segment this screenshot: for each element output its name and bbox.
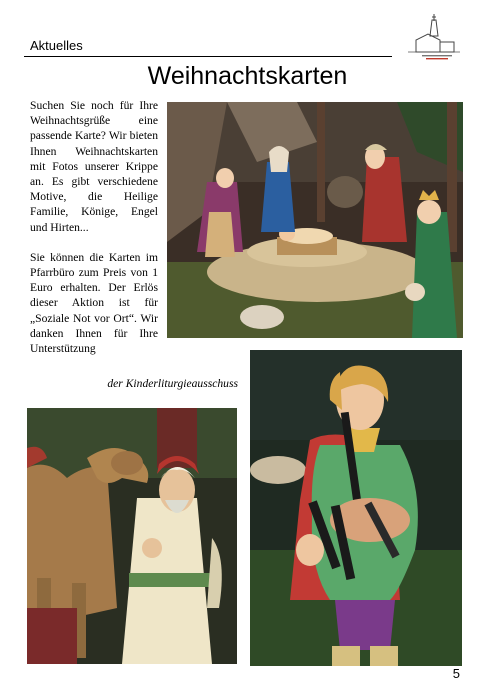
page-number: 5 [452,666,460,681]
article-signature: der Kinderliturgieausschuss [107,377,238,390]
header-rule [24,56,392,57]
camel-and-king-photo [27,408,237,664]
nativity-scene-photo [167,102,463,338]
page-title: Weihnachtskarten [147,62,348,90]
church-logo-icon [406,14,462,62]
section-label: Aktuelles [30,38,83,53]
article-paragraph-2: Sie können die Karten im Pfarrbüro zum Preis von 1 Euro erhalten. Der Erlös dieser Aktion ist für „Soziale Not vor Ort“. Wir danken Ihnen für Ihre Unterstützung [30,250,158,356]
article-body [30,98,158,356]
shepherd-bagpiper-photo [250,350,462,666]
article-paragraph-1: Suchen Sie noch für Ihre Weihnachtsgrüße eine passende Karte? Wir bieten Ihnen Weihnachtskarten mit Fotos unserer Krippe an. Es gibt verschiedene Motive, die Heilige Familie, Könige, Engel und Hirten... [30,99,158,234]
